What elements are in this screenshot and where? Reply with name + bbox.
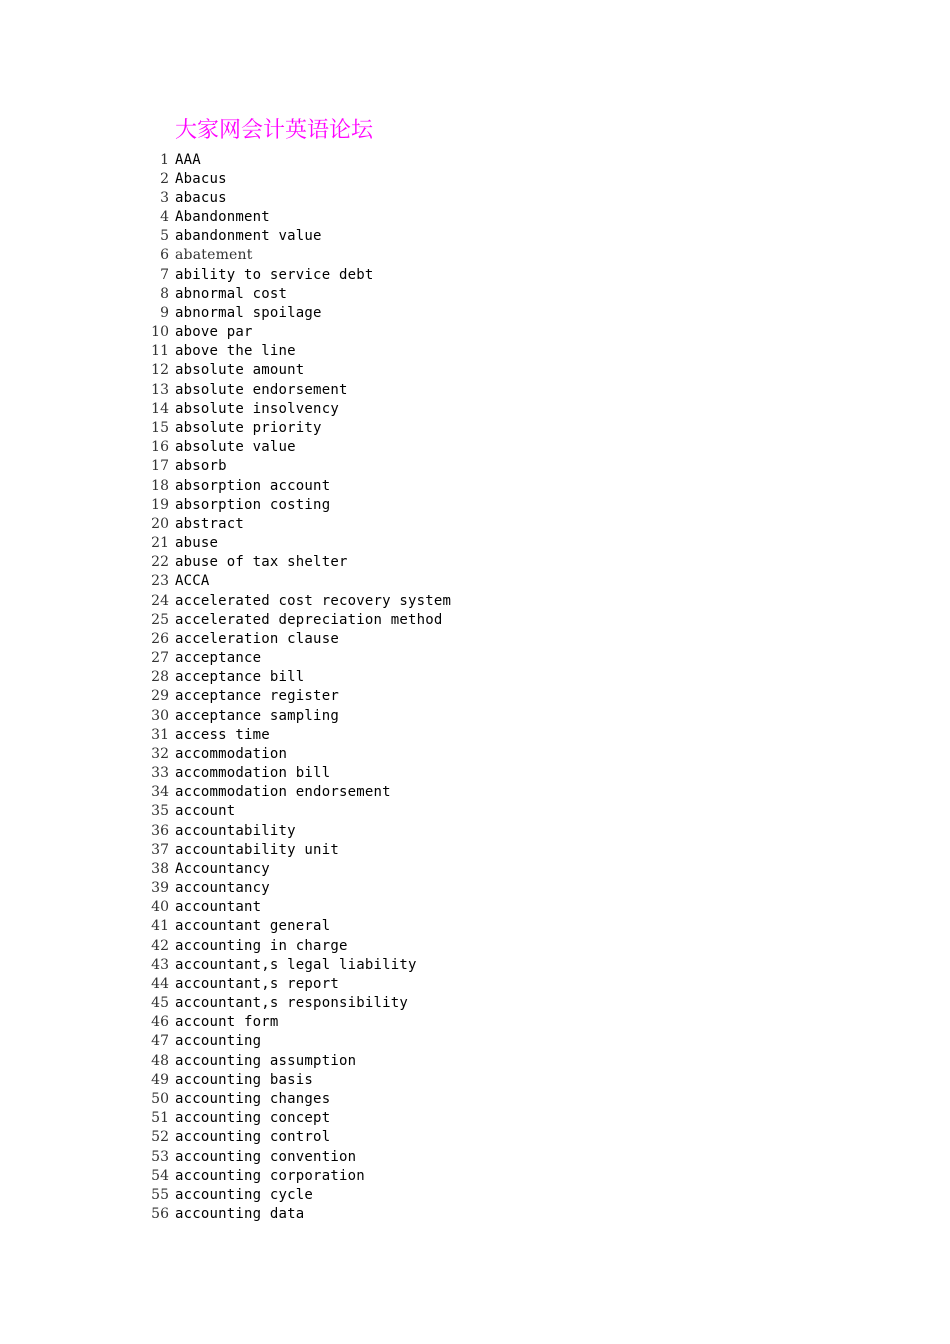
term-text: absorb: [175, 458, 227, 475]
row-number: 49: [151, 1071, 169, 1088]
term-text: absolute insolvency: [175, 400, 339, 417]
row-number: 34: [151, 784, 169, 801]
row-number: 21: [151, 535, 169, 552]
term-text: acceptance sampling: [175, 707, 339, 724]
term-row: [140, 1185, 451, 1204]
term-text: accommodation bill: [175, 765, 331, 782]
row-number: 39: [151, 880, 169, 897]
term-row: [140, 495, 451, 514]
term-row: [140, 783, 451, 802]
term-text: accounting: [175, 1033, 262, 1050]
term-row: [140, 380, 451, 399]
term-text: accounting convention: [175, 1148, 357, 1165]
term-text: ability to service debt: [175, 266, 374, 283]
term-row: [140, 802, 451, 821]
term-text: accounting control: [175, 1129, 331, 1146]
row-number: 23: [151, 573, 169, 590]
row-number: 4: [160, 209, 169, 226]
term-text: accounting in charge: [175, 937, 348, 954]
row-number: 48: [151, 1052, 169, 1069]
row-number: 44: [151, 975, 169, 992]
term-text: accountant,s legal liability: [175, 956, 417, 973]
row-number: 24: [151, 592, 169, 609]
term-text: accelerated cost recovery system: [175, 592, 452, 609]
term-text: abatement: [175, 247, 253, 264]
term-row: [140, 303, 451, 322]
term-row: [140, 1109, 451, 1128]
row-number: 15: [151, 419, 169, 436]
term-row: [140, 514, 451, 533]
term-row: [140, 936, 451, 955]
term-row: [140, 668, 451, 687]
term-text: accounting basis: [175, 1071, 314, 1088]
term-text: account: [175, 803, 236, 820]
term-row: [140, 227, 451, 246]
term-text: absolute amount: [175, 362, 305, 379]
term-text: accounting cycle: [175, 1186, 314, 1203]
term-row: [140, 1089, 451, 1108]
term-row: [140, 840, 451, 859]
row-number: 55: [151, 1186, 169, 1203]
term-text: Abacus: [175, 170, 227, 187]
row-number: 56: [151, 1206, 169, 1223]
term-text: Accountancy: [175, 860, 270, 877]
term-row: [140, 188, 451, 207]
term-text: acceptance bill: [175, 669, 305, 686]
term-list: [140, 150, 451, 1224]
term-row: [140, 284, 451, 303]
term-row: [140, 591, 451, 610]
row-number: 2: [160, 170, 169, 187]
term-row: [140, 917, 451, 936]
row-number: 14: [151, 400, 169, 417]
term-row: [140, 1013, 451, 1032]
row-number: 8: [160, 285, 169, 302]
row-number: 11: [151, 343, 169, 360]
term-row: [140, 974, 451, 993]
term-row: [140, 399, 451, 418]
page-title: 大家网会计英语论坛: [175, 118, 374, 143]
term-text: accommodation endorsement: [175, 784, 391, 801]
row-number: 13: [151, 381, 169, 398]
row-number: 6: [160, 247, 169, 264]
term-text: accountant,s responsibility: [175, 995, 408, 1012]
row-number: 18: [151, 477, 169, 494]
row-number: 47: [151, 1033, 169, 1050]
term-text: abacus: [175, 189, 227, 206]
term-text: absolute priority: [175, 419, 322, 436]
row-number: 53: [151, 1148, 169, 1165]
term-text: abuse: [175, 535, 219, 552]
term-row: [140, 955, 451, 974]
row-number: 9: [160, 304, 169, 321]
row-number: 5: [160, 228, 169, 245]
term-text: account form: [175, 1014, 279, 1031]
row-number: 46: [151, 1014, 169, 1031]
row-number: 28: [151, 669, 169, 686]
term-text: absolute endorsement: [175, 381, 348, 398]
term-row: [140, 533, 451, 552]
term-text: above par: [175, 324, 253, 341]
term-row: [140, 859, 451, 878]
term-text: accounting concept: [175, 1110, 331, 1127]
term-text: absorption costing: [175, 496, 331, 513]
row-number: 45: [151, 995, 169, 1012]
row-number: 33: [151, 765, 169, 782]
term-text: accountability: [175, 822, 296, 839]
term-row: [140, 438, 451, 457]
term-text: abnormal spoilage: [175, 304, 322, 321]
term-text: accountability unit: [175, 841, 339, 858]
term-text: accounting assumption: [175, 1052, 357, 1069]
term-row: [140, 1128, 451, 1147]
term-row: [140, 610, 451, 629]
row-number: 51: [151, 1110, 169, 1127]
term-row: [140, 208, 451, 227]
term-text: ACCA: [175, 573, 210, 590]
row-number: 27: [151, 650, 169, 667]
term-text: AAA: [175, 151, 201, 168]
row-number: 40: [151, 899, 169, 916]
row-number: 20: [151, 515, 169, 532]
term-text: abstract: [175, 515, 245, 532]
row-number: 30: [151, 707, 169, 724]
term-row: [140, 1051, 451, 1070]
term-row: [140, 648, 451, 667]
term-row: [140, 764, 451, 783]
row-number: 32: [151, 745, 169, 762]
term-row: [140, 994, 451, 1013]
term-row: [140, 323, 451, 342]
row-number: 25: [151, 611, 169, 628]
term-text: accountant: [175, 899, 262, 916]
row-number: 22: [151, 554, 169, 571]
term-text: acceptance register: [175, 688, 339, 705]
row-number: 52: [151, 1129, 169, 1146]
row-number: 1: [160, 151, 169, 168]
row-number: 42: [151, 937, 169, 954]
term-text: Abandonment: [175, 209, 270, 226]
term-text: accountant,s report: [175, 975, 339, 992]
term-row: [140, 342, 451, 361]
row-number: 29: [151, 688, 169, 705]
row-number: 35: [151, 803, 169, 820]
term-row: [140, 1070, 451, 1089]
term-text: accounting changes: [175, 1091, 331, 1107]
term-row: [140, 898, 451, 917]
term-row: [140, 629, 451, 648]
term-text: accountant general: [175, 918, 331, 935]
term-text: abandonment value: [175, 228, 322, 245]
term-row: [140, 725, 451, 744]
term-text: accountancy: [175, 880, 270, 897]
term-text: abnormal cost: [175, 285, 288, 302]
term-text: access time: [175, 726, 270, 743]
term-row: [140, 361, 451, 380]
term-text: accounting data: [175, 1206, 305, 1223]
term-text: accommodation: [175, 745, 288, 762]
term-row: [140, 265, 451, 284]
row-number: 36: [151, 822, 169, 839]
term-text: absorption account: [175, 477, 331, 494]
term-row: [140, 821, 451, 840]
term-row: [140, 457, 451, 476]
term-text: accelerated depreciation method: [175, 611, 443, 628]
term-row: [140, 553, 451, 572]
term-row: [140, 1166, 451, 1185]
row-number: 7: [160, 266, 169, 283]
row-number: 3: [160, 189, 169, 206]
term-text: above the line: [175, 343, 296, 360]
term-text: accounting corporation: [175, 1167, 365, 1184]
row-number: 17: [151, 458, 169, 475]
term-row: [140, 1204, 451, 1223]
row-number: 16: [151, 439, 169, 456]
term-row: [140, 476, 451, 495]
term-row: [140, 1147, 451, 1166]
term-text: acceleration clause: [175, 630, 339, 647]
term-row: [140, 418, 451, 437]
term-row: [140, 246, 451, 265]
term-text: acceptance: [175, 650, 262, 667]
term-row: [140, 706, 451, 725]
term-row: [140, 879, 451, 898]
term-row: [140, 572, 451, 591]
term-row: [140, 687, 451, 706]
row-number: 12: [151, 362, 169, 379]
term-text: absolute value: [175, 439, 296, 456]
row-number: 38: [151, 860, 169, 877]
row-number: 43: [151, 956, 169, 973]
term-text: abuse of tax shelter: [175, 554, 348, 571]
row-number: 54: [151, 1167, 169, 1184]
term-row: [140, 169, 451, 188]
term-row: [140, 744, 451, 763]
row-number: 31: [151, 726, 169, 743]
row-number: 50: [151, 1091, 169, 1107]
row-number: 41: [151, 918, 169, 935]
term-row: [140, 1032, 451, 1051]
row-number: 37: [151, 841, 169, 858]
term-row: [140, 150, 451, 169]
row-number: 10: [151, 324, 169, 341]
row-number: 19: [151, 496, 169, 513]
row-number: 26: [151, 630, 169, 647]
